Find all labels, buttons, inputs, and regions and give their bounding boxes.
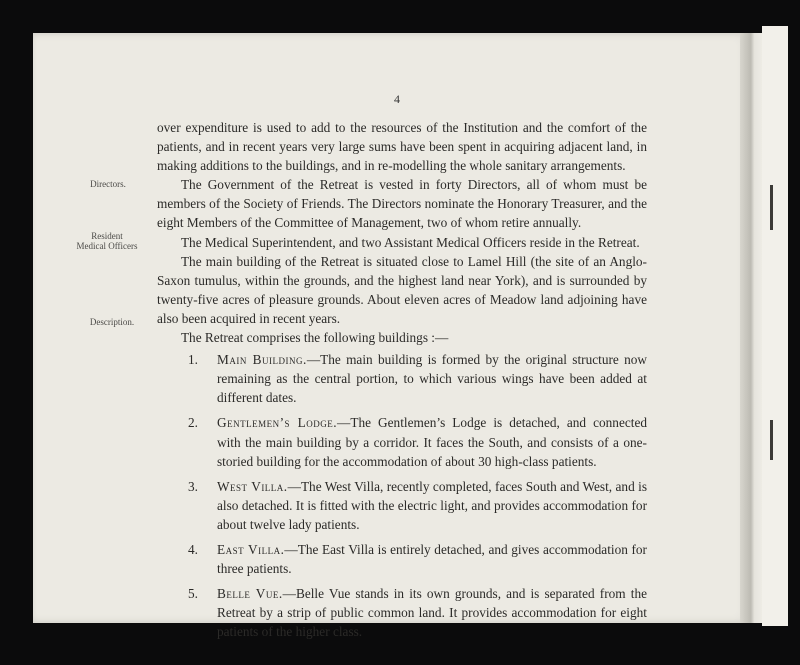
list-item	[157, 540, 647, 578]
paragraph: The Retreat comprises the following buildings :—	[180, 330, 449, 346]
book-spine	[740, 33, 764, 623]
list-item	[157, 350, 647, 407]
bleed-through-mark	[770, 185, 773, 230]
item-number: 1.	[188, 352, 198, 368]
item-text: —The Gentlemen’s Lodge is detached, and connected with the main building by a corridor. It faces the South, and consists of a one-storied building for the accommodation of about 30 high-class patients.	[217, 415, 648, 469]
facing-page-edge	[762, 26, 788, 626]
item-number: 2.	[188, 415, 198, 431]
item-title: East Villa.	[217, 541, 285, 557]
item-number: 3.	[188, 478, 198, 494]
item-text: —The main building is formed by the original structure now remaining as the central portion, to which various wings have been added at different dates.	[217, 352, 648, 406]
item-number: 5.	[188, 586, 198, 602]
item-title: Gentlemen’s Lodge.	[217, 415, 338, 431]
bleed-through-mark	[770, 420, 773, 460]
side-note-directors: Directors.	[90, 179, 126, 189]
side-note-line: Resident	[91, 231, 123, 241]
item-title: West Villa.	[217, 478, 288, 494]
list-item	[157, 584, 647, 641]
buildings-list	[157, 350, 647, 641]
item-title: Main Building.	[217, 352, 307, 368]
side-note-resident-medical-officers	[62, 231, 152, 251]
paragraph: The Medical Superintendent, and two Assistant Medical Officers reside in the Retreat.	[180, 234, 640, 250]
paragraph: The Government of the Retreat is vested in forty Directors, all of whom must be members of the Society of Friends. The Directors nominate the Honorary Treasurer, and the eight Members of the Committee of Management, two of whom retire annually.	[157, 177, 647, 231]
item-title: Belle Vue.	[217, 586, 283, 602]
item-text: —Belle Vue stands in its own grounds, and is separated from the Retreat by a strip of public common land. It provides accommodation for eight patients of the higher class.	[217, 586, 647, 640]
paragraph: The main building of the Retreat is situated close to Lamel Hill (the site of an Anglo-Saxon tumulus, within the grounds, and the highest land near York), and is surrounded by twenty-five acres of pleasure grounds. About eleven acres of Meadow land adjoining have also been acquired in recent years.	[157, 253, 647, 326]
page-body	[157, 118, 647, 641]
side-note-description: Description.	[89, 317, 135, 327]
list-item	[157, 413, 647, 470]
page-number: 4	[394, 92, 400, 106]
item-text: —The East Villa is entirely detached, and gives accommodation for three patients.	[217, 541, 647, 577]
list-item	[157, 477, 647, 534]
item-text: —The West Villa, recently completed, faces South and West, and is also detached. It is fitted with the electric light, and provides accommodation for about twelve lady patients.	[217, 478, 647, 532]
item-number: 4.	[188, 541, 198, 557]
paragraph: over expenditure is used to add to the resources of the Institution and the comfort of the patients, and in recent years very large sums have been spent in acquiring adjacent land, in making additions to the buildings, and in re-modelling the whole sanitary arrangements.	[157, 120, 647, 174]
side-note-line: Medical Officers	[76, 241, 138, 251]
